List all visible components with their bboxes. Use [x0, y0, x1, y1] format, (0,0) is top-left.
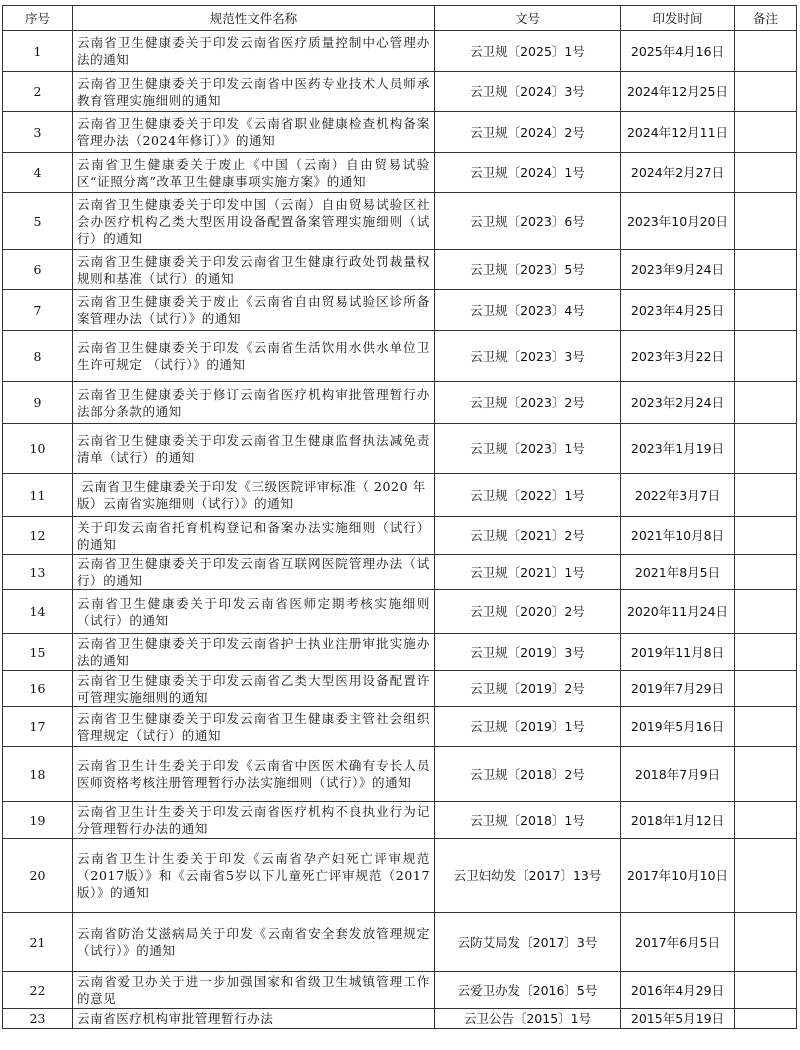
row-name: 云南省卫生计生委关于印发《云南省孕产妇死亡评审规范（2017版）》和《云南省5岁以下儿童死亡评审规范（2017版）》的通知	[73, 839, 435, 913]
row-no: 3	[3, 112, 73, 153]
header-row	[3, 6, 797, 31]
row-note	[735, 72, 797, 112]
row-note	[735, 839, 797, 913]
table-row	[3, 671, 797, 707]
row-no: 5	[3, 193, 73, 250]
row-date: 2024年2月27日	[621, 153, 735, 193]
row-no: 12	[3, 517, 73, 555]
row-no: 4	[3, 153, 73, 193]
row-date: 2023年2月24日	[621, 382, 735, 424]
row-note	[735, 555, 797, 590]
regulatory-documents-table	[2, 5, 797, 1029]
row-name: 云南省卫生健康委关于印发《云南省生活饮用水供水单位卫生许可规定 （试行）》的通知	[73, 331, 435, 382]
row-date: 2017年6月5日	[621, 913, 735, 972]
header-name: 规范性文件名称	[73, 6, 435, 31]
table-body	[3, 31, 797, 1029]
row-name: 云南省卫生健康委关于印发云南省中医药专业技术人员师承教育管理实施细则的通知	[73, 72, 435, 112]
row-date: 2015年5月19日	[621, 1009, 735, 1029]
row-note	[735, 634, 797, 671]
row-no: 21	[3, 913, 73, 972]
table-row	[3, 555, 797, 590]
row-date: 2018年1月12日	[621, 802, 735, 839]
table-row	[3, 913, 797, 972]
row-no: 2	[3, 72, 73, 112]
row-doc-number: 云卫规〔2020〕2号	[435, 590, 621, 634]
row-name: 云南省卫生健康委关于印发云南省卫生健康监督执法减免责清单（试行）的通知	[73, 424, 435, 474]
row-note	[735, 331, 797, 382]
row-date: 2025年4月16日	[621, 31, 735, 72]
row-doc-number: 云卫规〔2021〕2号	[435, 517, 621, 555]
row-no: 6	[3, 250, 73, 290]
row-no: 1	[3, 31, 73, 72]
row-doc-number: 云卫规〔2019〕2号	[435, 671, 621, 707]
row-note	[735, 671, 797, 707]
row-date: 2023年3月22日	[621, 331, 735, 382]
row-doc-number: 云卫规〔2023〕4号	[435, 290, 621, 331]
row-note	[735, 474, 797, 517]
row-no: 15	[3, 634, 73, 671]
row-note	[735, 590, 797, 634]
row-no: 22	[3, 972, 73, 1009]
table-row	[3, 72, 797, 112]
row-doc-number: 云卫规〔2023〕1号	[435, 424, 621, 474]
table-row	[3, 382, 797, 424]
table-row	[3, 802, 797, 839]
table-row	[3, 474, 797, 517]
row-name: 云南省卫生健康委关于印发《三级医院评审标准（ 2020 年版）云南省实施细则（试行）》的通知	[73, 474, 435, 517]
row-no: 16	[3, 671, 73, 707]
row-name: 云南省卫生健康委关于印发云南省乙类大型医用设备配置许可管理实施细则的通知	[73, 671, 435, 707]
row-note	[735, 707, 797, 747]
row-doc-number: 云防艾局发〔2017〕3号	[435, 913, 621, 972]
row-date: 2021年10月8日	[621, 517, 735, 555]
row-name: 云南省卫生健康委关于印发云南省卫生健康委主管社会组织管理规定（试行）的通知	[73, 707, 435, 747]
table-row	[3, 517, 797, 555]
row-name: 云南省卫生健康委关于印发云南省互联网医院管理办法（试行）的通知	[73, 555, 435, 590]
row-no: 20	[3, 839, 73, 913]
row-doc-number: 云卫规〔2022〕1号	[435, 474, 621, 517]
row-date: 2019年11月8日	[621, 634, 735, 671]
row-no: 14	[3, 590, 73, 634]
row-note	[735, 517, 797, 555]
row-name: 云南省防治艾滋病局关于印发《云南省安全套发放管理规定（试行）》的通知	[73, 913, 435, 972]
row-note	[735, 802, 797, 839]
row-name: 云南省卫生健康委关于修订云南省医疗机构审批管理暂行办法部分条款的通知	[73, 382, 435, 424]
row-name: 云南省卫生健康委关于印发《云南省职业健康检查机构备案管理办法（2024年修订）》的通知	[73, 112, 435, 153]
row-name: 云南省卫生健康委关于印发云南省护士执业注册审批实施办法的通知	[73, 634, 435, 671]
table-row	[3, 153, 797, 193]
row-date: 2023年4月25日	[621, 290, 735, 331]
row-date: 2017年10月10日	[621, 839, 735, 913]
row-no: 11	[3, 474, 73, 517]
row-no: 18	[3, 747, 73, 802]
row-name: 关于印发云南省托育机构登记和备案办法实施细则（试行）的通知	[73, 517, 435, 555]
row-note	[735, 31, 797, 72]
row-name: 云南省卫生计生委关于印发云南省医疗机构不良执业行为记分管理暂行办法的通知	[73, 802, 435, 839]
header-no: 序号	[3, 6, 73, 31]
row-date: 2023年9月24日	[621, 250, 735, 290]
table-row	[3, 112, 797, 153]
row-no: 7	[3, 290, 73, 331]
table-row	[3, 424, 797, 474]
header-doc-number: 文号	[435, 6, 621, 31]
table-row	[3, 250, 797, 290]
row-note	[735, 290, 797, 331]
table-row	[3, 634, 797, 671]
table-row	[3, 290, 797, 331]
row-date: 2018年7月9日	[621, 747, 735, 802]
table-row	[3, 972, 797, 1009]
table-row	[3, 1009, 797, 1029]
row-name: 云南省医疗机构审批管理暂行办法	[73, 1009, 435, 1029]
table-row	[3, 31, 797, 72]
row-doc-number: 云卫规〔2019〕1号	[435, 707, 621, 747]
row-date: 2024年12月11日	[621, 112, 735, 153]
row-no: 8	[3, 331, 73, 382]
row-doc-number: 云卫妇幼发〔2017〕13号	[435, 839, 621, 913]
row-no: 9	[3, 382, 73, 424]
row-doc-number: 云卫规〔2024〕3号	[435, 72, 621, 112]
row-no: 19	[3, 802, 73, 839]
row-date: 2023年10月20日	[621, 193, 735, 250]
header-note: 备注	[735, 6, 797, 31]
row-date: 2019年7月29日	[621, 671, 735, 707]
row-doc-number: 云卫规〔2018〕1号	[435, 802, 621, 839]
row-no: 17	[3, 707, 73, 747]
row-name: 云南省卫生健康委关于废止《云南省自由贸易试验区诊所备案管理办法（试行）》的通知	[73, 290, 435, 331]
row-name: 云南省卫生健康委关于印发中国（云南）自由贸易试验区社会办医疗机构乙类大型医用设备配置备案管理实施细则（试行）的通知	[73, 193, 435, 250]
row-date: 2021年8月5日	[621, 555, 735, 590]
row-name: 云南省卫生健康委关于印发云南省卫生健康行政处罚裁量权规则和基准（试行）的通知	[73, 250, 435, 290]
row-note	[735, 747, 797, 802]
row-note	[735, 913, 797, 972]
row-name: 云南省卫生健康委关于印发云南省医疗质量控制中心管理办法的通知	[73, 31, 435, 72]
row-date: 2024年12月25日	[621, 72, 735, 112]
table-row	[3, 590, 797, 634]
row-doc-number: 云卫规〔2024〕2号	[435, 112, 621, 153]
row-date: 2016年4月29日	[621, 972, 735, 1009]
row-note	[735, 153, 797, 193]
row-doc-number: 云卫规〔2023〕3号	[435, 331, 621, 382]
row-note	[735, 250, 797, 290]
row-doc-number: 云卫规〔2019〕3号	[435, 634, 621, 671]
table-row	[3, 747, 797, 802]
row-doc-number: 云爱卫办发〔2016〕5号	[435, 972, 621, 1009]
row-no: 23	[3, 1009, 73, 1029]
row-note	[735, 1009, 797, 1029]
row-doc-number: 云卫公告〔2015〕1号	[435, 1009, 621, 1029]
row-doc-number: 云卫规〔2023〕5号	[435, 250, 621, 290]
row-doc-number: 云卫规〔2023〕2号	[435, 382, 621, 424]
table-row	[3, 193, 797, 250]
row-note	[735, 424, 797, 474]
row-no: 10	[3, 424, 73, 474]
row-note	[735, 972, 797, 1009]
row-note	[735, 193, 797, 250]
header-date: 印发时间	[621, 6, 735, 31]
row-no: 13	[3, 555, 73, 590]
row-doc-number: 云卫规〔2018〕2号	[435, 747, 621, 802]
table-row	[3, 839, 797, 913]
row-note	[735, 112, 797, 153]
row-note	[735, 382, 797, 424]
row-doc-number: 云卫规〔2023〕6号	[435, 193, 621, 250]
row-doc-number: 云卫规〔2024〕1号	[435, 153, 621, 193]
row-date: 2023年1月19日	[621, 424, 735, 474]
row-name: 云南省爱卫办关于进一步加强国家和省级卫生城镇管理工作的意见	[73, 972, 435, 1009]
row-name: 云南省卫生健康委关于印发云南省医师定期考核实施细则（试行）的通知	[73, 590, 435, 634]
row-doc-number: 云卫规〔2025〕1号	[435, 31, 621, 72]
table-row	[3, 707, 797, 747]
row-date: 2020年11月24日	[621, 590, 735, 634]
table-header	[3, 6, 797, 31]
table-row	[3, 331, 797, 382]
row-name: 云南省卫生计生委关于印发《云南省中医医术确有专长人员医师资格考核注册管理暂行办法实施细则（试行）》的通知	[73, 747, 435, 802]
row-date: 2022年3月7日	[621, 474, 735, 517]
row-doc-number: 云卫规〔2021〕1号	[435, 555, 621, 590]
row-date: 2019年5月16日	[621, 707, 735, 747]
row-name: 云南省卫生健康委关于废止《中国（云南）自由贸易试验区“证照分离”改革卫生健康事项实施方案》的通知	[73, 153, 435, 193]
